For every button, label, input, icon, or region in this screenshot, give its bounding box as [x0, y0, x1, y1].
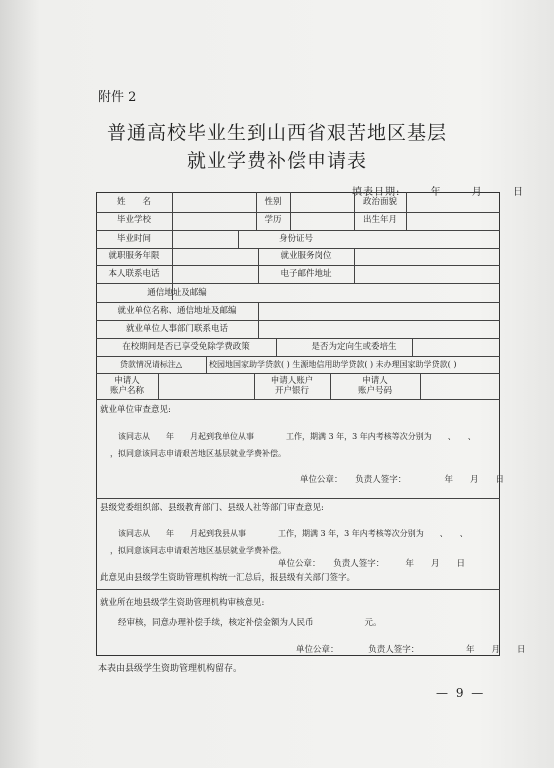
col-divider	[354, 248, 355, 284]
col-divider	[158, 373, 159, 399]
form-title-line2: 就业学费补偿申请表	[186, 150, 367, 172]
section-divider	[96, 498, 500, 499]
loan-label: 贷款情况请标注△	[119, 360, 183, 369]
row-divider	[96, 265, 500, 266]
county-review-heading: 县级党委组织部、县级教育部门、县级人社等部门审查意见:	[100, 503, 324, 513]
row-divider	[96, 248, 500, 249]
employer-review-body2: ，拟同意该同志申请艰苦地区基层就业学费补偿。	[110, 449, 286, 458]
loan-options: 校园地国家助学贷款( ) 生源地信用助学贷款( ) 未办理国家助学贷款( )	[209, 360, 457, 369]
aid-center-review-sign: 单位公章： 负责人签字： 年 月 日	[296, 645, 526, 655]
fill-date-month: 月	[471, 187, 483, 198]
fill-date-year: 年	[430, 187, 442, 198]
id-number-label: 身份证号	[278, 234, 313, 244]
row-divider	[96, 302, 500, 303]
row-divider	[96, 320, 500, 321]
aid-center-review-body: 经审核，同意办理补偿手续，核定补偿金额为人民币 元。	[118, 618, 382, 628]
county-review-body2: ，拟同意该同志申请艰苦地区基层就业学费补偿。	[110, 546, 286, 555]
page-number: — 9 —	[436, 686, 486, 700]
col-divider	[420, 373, 421, 399]
col-divider	[258, 302, 259, 338]
col-divider	[290, 192, 291, 230]
account-name-label: 申请人 账户名称	[109, 376, 144, 396]
account-number-label: 申请人 账户号码	[357, 376, 392, 396]
name-label: 姓 名	[116, 197, 151, 207]
gender-label: 性别	[264, 197, 282, 207]
service-years-label: 就职服务年限	[108, 251, 160, 261]
fill-date-day: 日	[512, 187, 524, 198]
application-table	[96, 192, 500, 656]
address-label: 通信地址及邮编	[147, 288, 207, 298]
employer-review-sign: 单位公章： 负责人签字： 年 月 日	[300, 475, 505, 485]
col-divider	[412, 338, 413, 356]
aid-center-review-heading: 就业所在地县级学生资助管理机构审核意见:	[100, 598, 265, 608]
email-label: 电子邮件地址	[280, 269, 332, 279]
tuition-waived-label: 在校期间是否已享受免除学费政策	[122, 342, 250, 352]
birth-date-label: 出生年月	[362, 215, 397, 225]
row-divider	[96, 283, 500, 284]
county-review-body1: 该同志从 年 月起到我县从事 工作，期满 3 年，3 年内考核等次分别为 、 、	[118, 529, 468, 538]
row-divider	[96, 338, 500, 339]
employer-review-body1: 该同志从 年 月起到我单位从事 工作，期满 3 年，3 年内考核等次分别为 、 、	[118, 432, 476, 441]
col-divider	[206, 356, 207, 373]
col-divider	[172, 192, 173, 300]
county-review-sign: 单位公章： 负责人签字： 年 月 日	[278, 559, 466, 569]
county-review-note: 此意见由县级学生资助管理机构统一汇总后，报县级有关部门签字。	[100, 573, 356, 583]
phone-label: 本人联系电话	[108, 269, 160, 279]
row-divider	[96, 212, 500, 213]
row-divider	[96, 356, 500, 357]
graduation-time-label: 毕业时间	[116, 234, 151, 244]
education-label: 学历	[264, 215, 282, 225]
school-label: 毕业学校	[116, 215, 151, 225]
service-post-label: 就业服务岗位	[280, 251, 332, 261]
employer-info-label: 就业单位名称、通信地址及邮编	[117, 306, 237, 316]
col-divider	[406, 192, 407, 230]
row-divider	[96, 373, 500, 374]
employer-review-heading: 就业单位审查意见:	[100, 405, 171, 415]
hr-phone-label: 就业单位人事部门联系电话	[125, 324, 228, 334]
political-status-label: 政治面貌	[362, 197, 397, 207]
form-title-line1: 普通高校毕业生到山西省艰苦地区基层	[106, 122, 447, 144]
row-divider	[96, 230, 500, 231]
account-bank-label: 申请人账户 开户银行	[270, 376, 314, 396]
attachment-label: 附件 2	[98, 90, 137, 105]
directed-student-label: 是否为定向生或委培生	[311, 342, 397, 352]
footer-note: 本表由县级学生资助管理机构留存。	[98, 664, 243, 674]
section-divider	[96, 589, 500, 590]
col-divider	[276, 338, 277, 356]
row-divider	[96, 399, 500, 400]
fill-date-label: 填表日期:	[352, 187, 401, 198]
